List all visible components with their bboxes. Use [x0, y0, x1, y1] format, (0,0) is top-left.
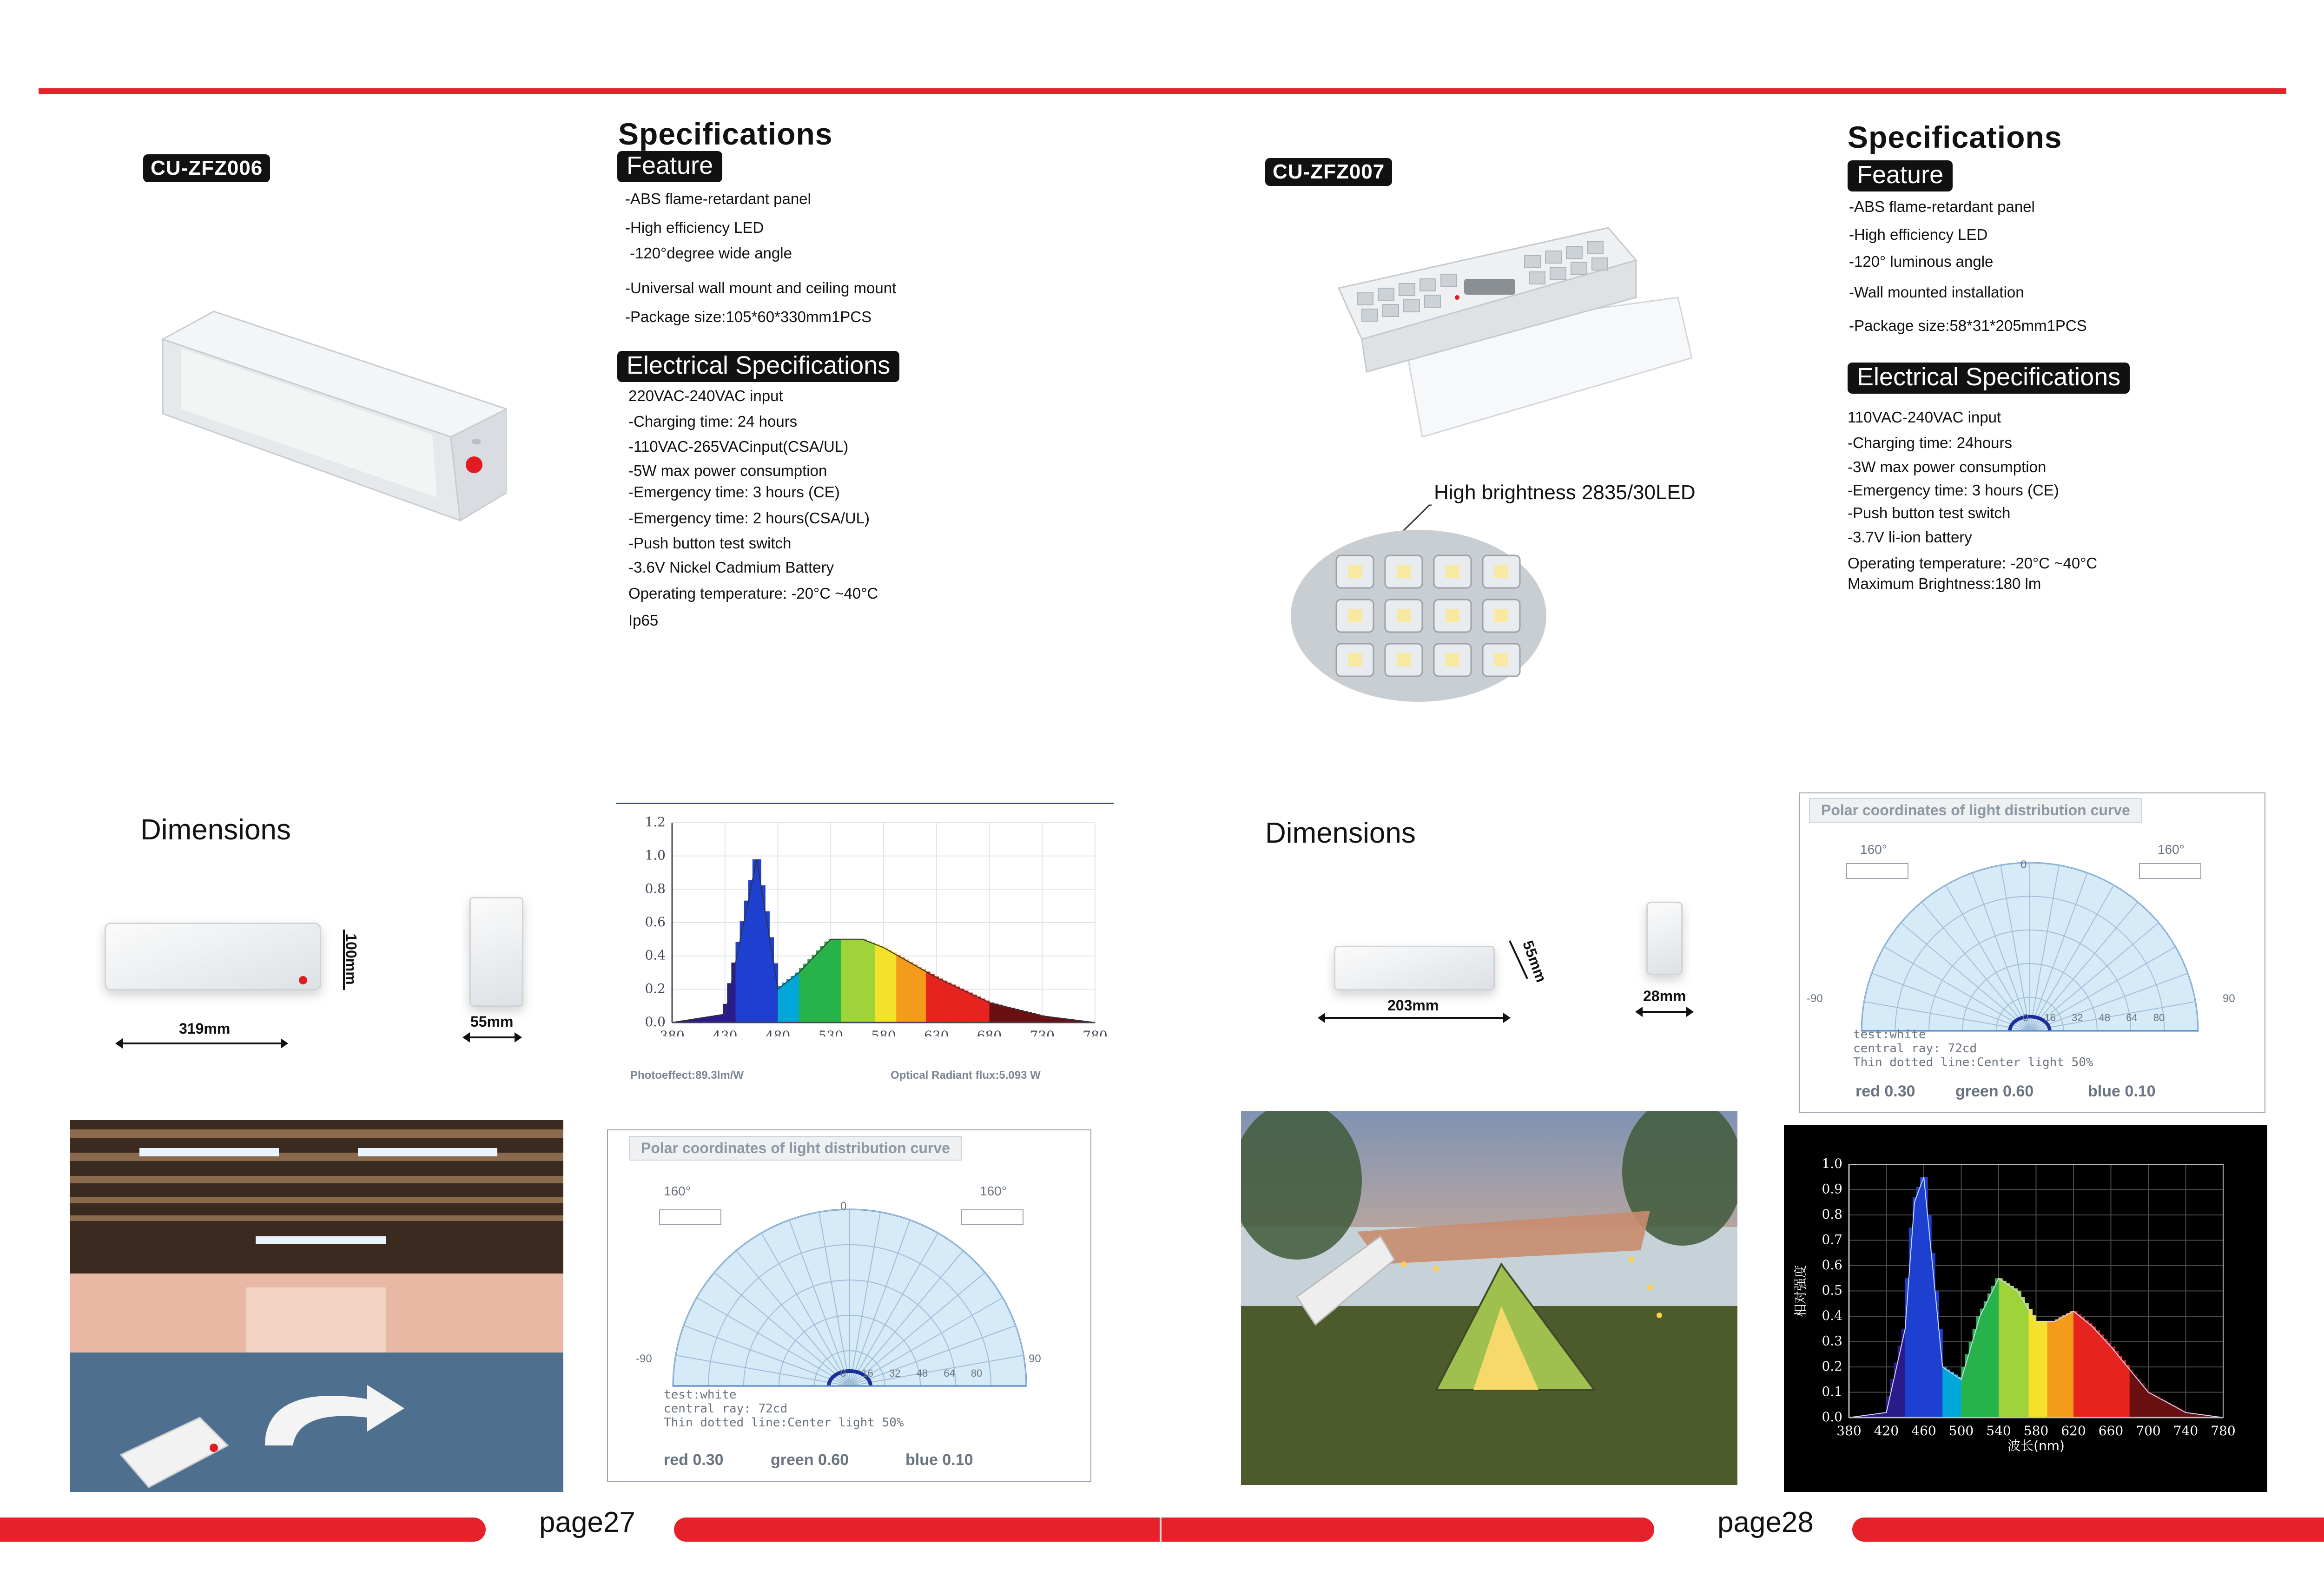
feature-item: -Wall mounted installation	[1849, 284, 2024, 301]
feature-item: -Package size:58*31*205mm1PCS	[1849, 317, 2087, 334]
zero-label: 0	[840, 1200, 847, 1213]
spectrum-band	[761, 885, 766, 1023]
spectrum-band	[1898, 1346, 1902, 1418]
spectrum-band	[2111, 1346, 2115, 1418]
page-number-right: page28	[1717, 1506, 1814, 1538]
spectrum-band	[977, 996, 981, 1023]
spectrum-band	[2010, 1286, 2014, 1418]
spectrum-band	[981, 998, 985, 1023]
depth-arrow	[467, 1036, 517, 1038]
y-tick-label: 0.2	[645, 981, 666, 996]
y-tick-label: 0.0	[1822, 1409, 1842, 1425]
x-tick-label: 730	[1030, 1028, 1055, 1036]
spectrum-band	[2036, 1321, 2040, 1418]
feature-item: -120°degree wide angle	[630, 244, 792, 262]
radial-tick: 64	[944, 1367, 955, 1379]
led-closeup-image	[1290, 504, 1548, 704]
spectrum-band	[2006, 1283, 2010, 1418]
radial-tick: 0	[840, 1367, 846, 1379]
radial-tick: 16	[862, 1367, 873, 1379]
side-left-label: -90	[1807, 992, 1823, 1005]
photoeffect-caption: Photoeffect:89.3lm/W	[630, 1069, 744, 1082]
spectrum-band	[2159, 1399, 2164, 1418]
spectrum-band	[807, 959, 812, 1023]
spectrum-band	[812, 955, 816, 1023]
side-right-label: 90	[2223, 992, 2235, 1005]
spectrum-band	[753, 859, 757, 1023]
spectrum-band	[956, 987, 960, 1023]
feature-item: -Universal wall mount and ceiling mount	[625, 279, 897, 297]
spectrum-band	[858, 939, 863, 1023]
spectrum-band	[2088, 1323, 2093, 1418]
spectrum-band	[854, 939, 858, 1023]
left-spec-title: Specifications	[618, 117, 833, 151]
spectrum-band	[782, 983, 787, 1023]
electrical-item: -3.6V Nickel Cadmium Battery	[628, 559, 834, 576]
footer-bar-left	[0, 1518, 486, 1542]
spectrum-band	[867, 941, 872, 1023]
x-tick-label: 380	[660, 1028, 685, 1036]
spectrum-band	[2163, 1400, 2167, 1418]
led-callout-label: High brightness 2835/30LED	[1434, 481, 1696, 504]
right-length-label: 203mm	[1387, 997, 1439, 1014]
right-electrical-label: Electrical Specifications	[1848, 363, 2130, 394]
electrical-item: 110VAC-240VAC input	[1848, 409, 2001, 426]
spectrum-band	[1027, 1012, 1032, 1023]
radial-tick: 48	[2099, 1012, 2111, 1023]
spectrum-plot	[616, 804, 1114, 1036]
spectrum-band	[2055, 1320, 2059, 1418]
radial-tick: 32	[2071, 1012, 2083, 1023]
left-spectrum-chart	[616, 803, 1114, 1082]
spectrum-band	[1976, 1316, 1981, 1418]
spectrum-band	[845, 939, 850, 1023]
spectrum-band	[896, 955, 901, 1023]
y-tick-label: 1.0	[1822, 1156, 1842, 1171]
y-tick-label: 1.2	[645, 814, 666, 830]
spectrum-band	[2130, 1369, 2134, 1418]
x-tick-label: 780	[2211, 1423, 2236, 1438]
spectrum-band	[934, 977, 939, 1023]
spectrum-band	[1973, 1329, 1977, 1418]
spectrum-band	[926, 971, 931, 1023]
polar-red: red 0.30	[1855, 1082, 1915, 1100]
top-divider	[39, 88, 2286, 94]
feature-item: -Package size:105*60*330mm1PCS	[625, 308, 872, 325]
right-dimensions-title: Dimensions	[1265, 817, 1416, 849]
feature-item: -High efficiency LED	[625, 219, 764, 236]
length-label: 319mm	[179, 1020, 231, 1037]
spectrum-band	[922, 969, 926, 1023]
spectrum-band	[960, 989, 964, 1023]
spectrum-band	[2077, 1314, 2081, 1418]
y-tick-label: 0.8	[645, 881, 666, 897]
spectrum-band	[816, 950, 820, 1023]
spectrum-band	[918, 967, 922, 1023]
spectrum-band	[2014, 1288, 2018, 1418]
spectrum-band	[2107, 1343, 2111, 1418]
polar-notes: test:white central ray: 72cd Thin dotted line:Center light 50%	[664, 1388, 904, 1430]
radial-tick: 80	[971, 1367, 983, 1379]
polar-red: red 0.30	[664, 1451, 724, 1469]
spectrum-band	[938, 978, 943, 1023]
electrical-item: Operating temperature: -20°C ~40°C	[628, 585, 878, 602]
spectrum-band	[892, 952, 897, 1023]
polar-notes: test:white central ray: 72cd Thin dotted line:Center light 50%	[1853, 1028, 2093, 1069]
electrical-item: Ip65	[628, 612, 659, 629]
spectrum-band	[972, 995, 977, 1023]
feature-item: -ABS flame-retardant panel	[1849, 198, 2035, 215]
y-tick-label: 0.3	[1822, 1333, 1842, 1349]
spectrum-band	[998, 1005, 1003, 1023]
radial-ticks	[840, 1367, 982, 1379]
radiant-flux-caption: Optical Radiant flux:5.093 W	[891, 1069, 1041, 1082]
length-arrow	[120, 1043, 284, 1044]
polar-blue: blue 0.10	[2088, 1082, 2156, 1100]
spectrum-band	[2081, 1317, 2085, 1418]
spectrum-band	[2156, 1396, 2160, 1418]
spectrum-band	[2025, 1303, 2029, 1418]
spectrum-band	[803, 963, 808, 1023]
spectrum-band	[2096, 1331, 2100, 1418]
electrical-item: -Charging time: 24hours	[1848, 434, 2013, 451]
depth-label: 55mm	[470, 1013, 514, 1030]
left-feature-list	[625, 190, 896, 326]
side-left-label: -90	[636, 1353, 652, 1365]
spectrum-band	[2092, 1326, 2096, 1418]
right-length-arrow	[1322, 1017, 1506, 1019]
spectrum-band	[719, 1015, 723, 1023]
polar-plot	[654, 1200, 1045, 1395]
spectrum-band	[909, 962, 914, 1023]
radial-tick: 0	[2023, 1012, 2029, 1023]
spectrum-band	[1023, 1011, 1028, 1023]
x-tick-label: 380	[1836, 1423, 1862, 1438]
right-spectrum-chart	[1784, 1125, 2267, 1492]
spectrum-band	[825, 942, 829, 1023]
y-tick-label: 0.4	[645, 947, 666, 963]
right-feature-list	[1849, 198, 2087, 335]
left-height-dimension	[339, 930, 359, 990]
feature-item: -ABS flame-retardant panel	[625, 190, 811, 207]
spectrum-band	[871, 943, 876, 1023]
spectrum-band	[1920, 1177, 1924, 1418]
y-tick-label: 0.8	[1822, 1207, 1842, 1222]
spectrum-band	[2152, 1394, 2156, 1418]
spectrum-band	[2017, 1291, 2021, 1418]
spectrum-band	[1942, 1367, 1947, 1418]
spectrum-band	[2059, 1317, 2063, 1418]
spectrum-band	[2044, 1321, 2048, 1418]
right-side-view	[1646, 902, 1683, 975]
right-scene-photo	[1241, 1111, 1737, 1485]
right-spec-title: Specifications	[1848, 120, 2062, 154]
y-tick-label: 0.4	[1822, 1308, 1842, 1323]
polar-green: green 0.60	[1955, 1082, 2034, 1100]
radial-tick: 80	[2153, 1012, 2165, 1023]
spectrum-band	[951, 984, 956, 1023]
spectrum-band	[1991, 1286, 1995, 1418]
spectrum-band	[900, 957, 905, 1023]
x-tick-label: 530	[818, 1028, 843, 1036]
x-tick-label: 420	[1874, 1423, 1899, 1438]
footer-bar-center-left	[674, 1518, 1160, 1542]
left-side-view	[469, 897, 523, 1007]
x-tick-label: 430	[713, 1028, 738, 1036]
spectrum-band	[2141, 1383, 2145, 1418]
spectrum-band	[1916, 1187, 1921, 1418]
spectrum-band	[930, 974, 935, 1023]
right-width-label: 28mm	[1643, 988, 1686, 1004]
spectrum-band	[943, 981, 947, 1023]
y-tick-label: 0.6	[1822, 1257, 1842, 1273]
right-depth-dimension	[1513, 934, 1550, 985]
radial-ticks	[2023, 1012, 2165, 1024]
x-tick-label: 700	[2136, 1423, 2161, 1438]
spectrum-band	[1980, 1309, 1984, 1418]
spectrum-band	[1019, 1010, 1023, 1023]
spectrum-band	[748, 880, 753, 1023]
polar-title: Polar coordinates of light distribution curve	[629, 1136, 962, 1161]
spectrum-band	[1954, 1374, 1958, 1418]
electrical-item: 220VAC-240VAC input	[628, 387, 783, 404]
x-tick-label: 620	[2061, 1423, 2086, 1438]
spectrum-band	[964, 990, 969, 1023]
spectrum-band	[2126, 1365, 2130, 1418]
radial-tick: 16	[2044, 1012, 2056, 1023]
spectrum-band	[778, 986, 783, 1023]
spectrum-band	[2028, 1309, 2033, 1418]
spectrum-band	[1950, 1372, 1954, 1418]
right-width-arrow	[1640, 1011, 1689, 1013]
spectrum-band	[714, 1015, 719, 1023]
y-tick-label: 0.5	[1822, 1282, 1842, 1298]
x-tick-label: 460	[1911, 1423, 1936, 1438]
spectrum-band	[1015, 1009, 1019, 1023]
y-tick-label: 0.0	[645, 1014, 666, 1029]
spectrum-band	[2133, 1374, 2138, 1418]
left-feature-label: Feature	[617, 151, 722, 182]
x-axis-label: 波长(nm)	[2007, 1438, 2065, 1453]
electrical-item: -Emergency time: 2 hours(CSA/UL)	[628, 509, 870, 527]
radial-tick: 64	[2126, 1012, 2138, 1023]
spectrum-band	[879, 946, 884, 1023]
spectrum-band	[2040, 1321, 2044, 1418]
spectrum-plot	[1784, 1125, 2267, 1492]
left-scene-photo	[70, 1120, 563, 1492]
footer-bar-center-right	[1162, 1518, 1654, 1542]
electrical-item: -Emergency time: 3 hours (CE)	[1848, 482, 2059, 499]
spectrum-band	[994, 1003, 998, 1023]
spectrum-band	[829, 939, 833, 1023]
y-axis-label: 相对强度	[1793, 1265, 1808, 1317]
electrical-item: -110VAC-265VACinput(CSA/UL)	[628, 438, 849, 455]
spectrum-band	[1999, 1278, 2003, 1418]
polar-blue: blue 0.10	[905, 1451, 973, 1469]
left-product-image	[153, 302, 507, 525]
spectrum-band	[1987, 1293, 1992, 1418]
spectrum-band	[773, 963, 778, 1023]
spectrum-band	[1006, 1007, 1011, 1023]
spectrum-band	[863, 939, 867, 1023]
x-tick-label: 480	[765, 1028, 791, 1036]
spectrum-band	[2119, 1356, 2123, 1418]
right-feature-label: Feature	[1848, 160, 1953, 191]
right-front-view	[1334, 946, 1495, 990]
right-model-tag: CU-ZFZ007	[1265, 158, 1392, 186]
angle-right-label: 160°	[2158, 842, 2185, 857]
y-tick-label: 1.0	[645, 847, 666, 863]
spectrum-band	[841, 939, 846, 1023]
spectrum-band	[2051, 1321, 2055, 1418]
electrical-item: -Charging time: 24 hours	[628, 413, 798, 430]
indicator-dot	[299, 976, 307, 984]
x-tick-label: 630	[924, 1028, 949, 1036]
electrical-item: -Emergency time: 3 hours (CE)	[628, 483, 840, 501]
spectrum-band	[795, 973, 799, 1023]
spectrum-band	[1939, 1329, 1943, 1418]
spectrum-band	[875, 944, 880, 1023]
spectrum-band	[1957, 1377, 1961, 1418]
spectrum-band	[820, 946, 825, 1023]
polar-green: green 0.60	[771, 1451, 849, 1469]
height-label: 100mm	[343, 933, 360, 985]
radial-tick: 48	[916, 1367, 928, 1379]
page-number-left: page27	[539, 1506, 635, 1538]
spectrum-band	[884, 948, 888, 1023]
x-tick-label: 780	[1083, 1028, 1108, 1036]
zero-label: 0	[2020, 858, 2027, 871]
angle-right-label: 160°	[980, 1184, 1007, 1198]
spectrum-band	[1995, 1278, 1999, 1418]
spectrum-band	[2047, 1321, 2052, 1418]
spectrum-band	[1946, 1369, 1950, 1418]
polar-title: Polar coordinates of light distribution curve	[1809, 798, 2142, 823]
spectrum-band	[1984, 1301, 1988, 1418]
x-tick-label: 580	[2023, 1423, 2049, 1438]
spectrum-band	[1010, 1008, 1015, 1023]
x-tick-label: 660	[2098, 1423, 2124, 1438]
spectrum-band	[799, 968, 804, 1023]
electrical-item: -3.7V li-ion battery	[1848, 528, 1972, 546]
spectrum-band	[888, 950, 892, 1023]
spectrum-band	[1913, 1197, 1917, 1418]
spectrum-band	[833, 939, 838, 1023]
feature-item: -High efficiency LED	[1849, 226, 1988, 243]
feature-item: -120° luminous angle	[1849, 253, 1994, 270]
spectrum-band	[968, 993, 973, 1023]
electrical-item: -3W max power consumption	[1848, 458, 2047, 475]
left-model-tag: CU-ZFZ006	[143, 154, 270, 182]
left-polar-chart	[607, 1129, 1091, 1482]
spectrum-band	[850, 939, 854, 1023]
spectrum-band	[2073, 1311, 2078, 1418]
spectrum-band	[786, 979, 791, 1023]
y-tick-label: 0.1	[1822, 1384, 1842, 1399]
right-electrical-list	[1848, 408, 2097, 593]
radial-tick: 32	[889, 1367, 901, 1379]
spectrum-band	[2066, 1313, 2070, 1418]
x-tick-label: 580	[871, 1028, 896, 1036]
right-depth-label: 55mm	[1519, 938, 1550, 984]
y-tick-label: 0.7	[1822, 1232, 1842, 1247]
spectrum-band	[2070, 1311, 2074, 1418]
spectrum-band	[736, 942, 740, 1023]
side-right-label: 90	[1029, 1353, 1041, 1365]
electrical-item: Maximum Brightness:180 lm	[1848, 575, 2041, 592]
footer-bar-right	[1852, 1518, 2324, 1542]
angle-left-label: 160°	[1860, 842, 1887, 857]
spectrum-band	[913, 964, 918, 1023]
spectrum-band	[791, 976, 795, 1023]
spectrum-band	[990, 1003, 994, 1023]
electrical-item: -5W max power consumption	[628, 462, 827, 479]
y-tick-label: 0.6	[645, 914, 666, 930]
left-dimensions-title: Dimensions	[140, 814, 291, 846]
left-electrical-list	[628, 387, 878, 630]
electrical-item: Operating temperature: -20°C ~40°C	[1848, 554, 2098, 572]
spectrum-band	[947, 983, 952, 1023]
spectrum-band	[905, 960, 910, 1023]
spectrum-band	[2100, 1334, 2104, 1418]
spectrum-band	[2062, 1315, 2067, 1418]
spectrum-band	[2115, 1351, 2119, 1418]
spectrum-band	[1961, 1367, 1966, 1418]
spectrum-band	[1002, 1006, 1007, 1023]
x-tick-label: 740	[2173, 1423, 2199, 1438]
spectrum-band	[2085, 1320, 2089, 1418]
x-tick-label: 680	[977, 1028, 1002, 1036]
x-tick-label: 540	[1986, 1423, 2011, 1438]
spectrum-band	[2021, 1297, 2025, 1418]
right-polar-chart	[1799, 792, 2265, 1113]
spectrum-band	[837, 939, 842, 1023]
x-tick-label: 500	[1948, 1423, 1974, 1438]
left-electrical-label: Electrical Specifications	[617, 351, 899, 382]
spectrum-band	[985, 1001, 990, 1023]
y-tick-label: 0.2	[1822, 1359, 1842, 1374]
right-product-image	[1329, 218, 1692, 451]
left-front-view	[105, 923, 321, 990]
angle-left-label: 160°	[664, 1184, 691, 1198]
spectrum-band	[2122, 1360, 2126, 1418]
electrical-item: -Push button test switch	[628, 534, 792, 552]
spectrum-band	[2032, 1315, 2036, 1418]
electrical-item: -Push button test switch	[1848, 504, 2011, 521]
spectrum-band	[2148, 1392, 2152, 1418]
spectrum-band	[2103, 1339, 2107, 1418]
spectrum-band	[2002, 1281, 2007, 1418]
spectrum-band	[2137, 1379, 2141, 1418]
y-tick-label: 0.9	[1822, 1181, 1842, 1197]
